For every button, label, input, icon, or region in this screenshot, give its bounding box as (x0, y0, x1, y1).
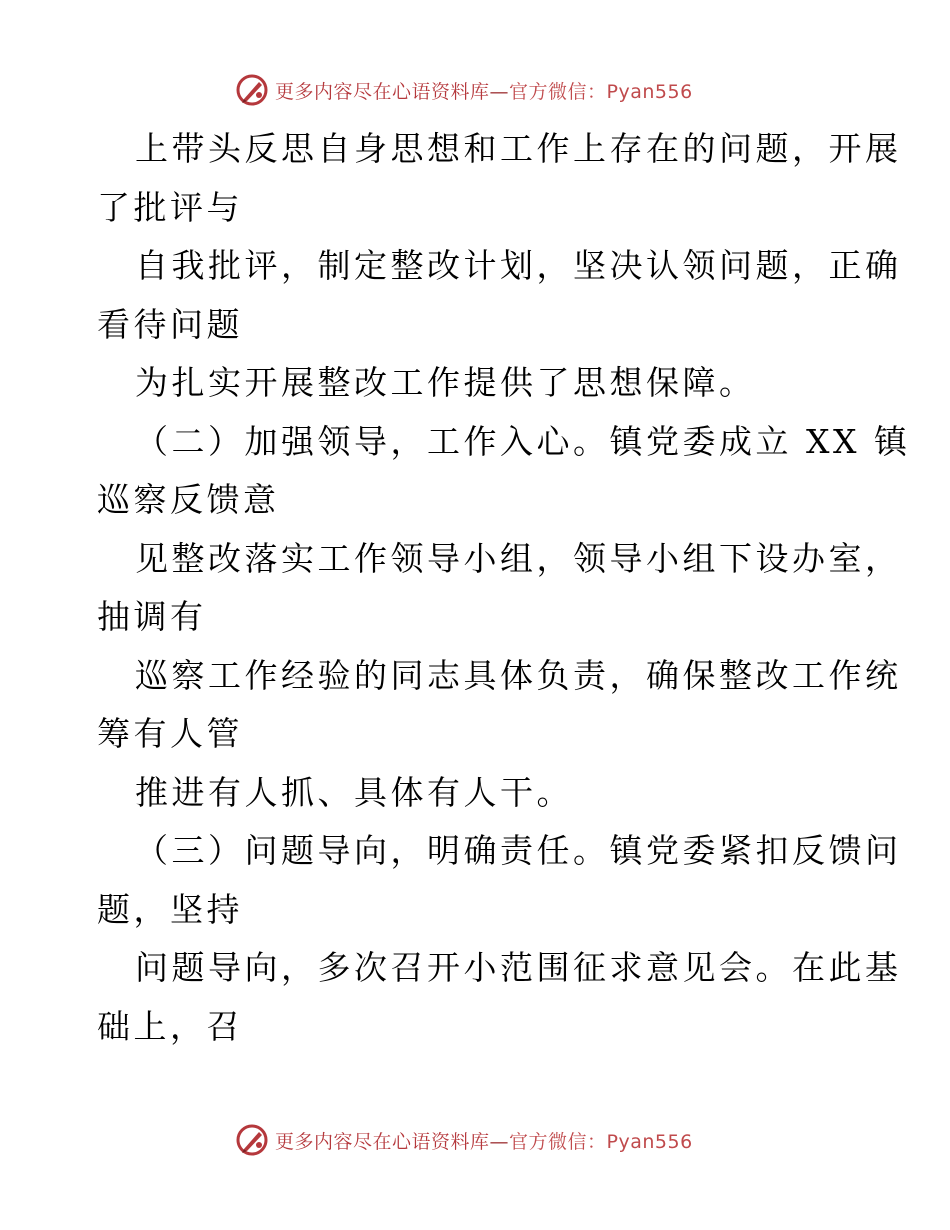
pen-logo-icon (235, 73, 269, 107)
banner-text: 更多内容尽在心语资料库—官方微信：Pyan556 (275, 1130, 693, 1153)
text-line: 推进有人抓、具体有人干。 (135, 772, 573, 812)
header-banner (235, 72, 693, 108)
text-line: （二）加强领导，工作入心。镇党委成立 XX 镇 (135, 421, 911, 461)
text-line: 巡察工作经验的同志具体负责，确保整改工作统 (135, 655, 902, 695)
banner-text: 更多内容尽在心语资料库—官方微信：Pyan556 (275, 80, 693, 103)
pen-logo-icon (235, 1123, 269, 1157)
text-line: 巡察反馈意 (97, 480, 280, 519)
footer-banner (235, 1122, 693, 1158)
text-line: 上带头反思自身思想和工作上存在的问题，开展 (135, 129, 902, 168)
text-line: 抽调有 (97, 597, 207, 636)
text-line: 为扎实开展整改工作提供了思想保障。 (135, 363, 756, 402)
text-line: 题，坚持 (97, 889, 243, 929)
text-line: 了批评与 (97, 187, 243, 227)
text-line: 自我批评，制定整改计划，坚决认领问题，正确 (135, 246, 902, 285)
document-body (97, 120, 911, 1056)
text-line: 础上，召 (97, 1006, 243, 1046)
text-line: 见整改落实工作领导小组，领导小组下设办室， (135, 538, 902, 578)
text-line: （三）问题导向，明确责任。镇党委紧扣反馈问 (135, 831, 902, 870)
text-line: 问题导向，多次召开小范围征求意见会。在此基 (135, 948, 902, 987)
text-line: 看待问题 (97, 304, 243, 344)
text-line: 筹有人管 (97, 714, 243, 753)
